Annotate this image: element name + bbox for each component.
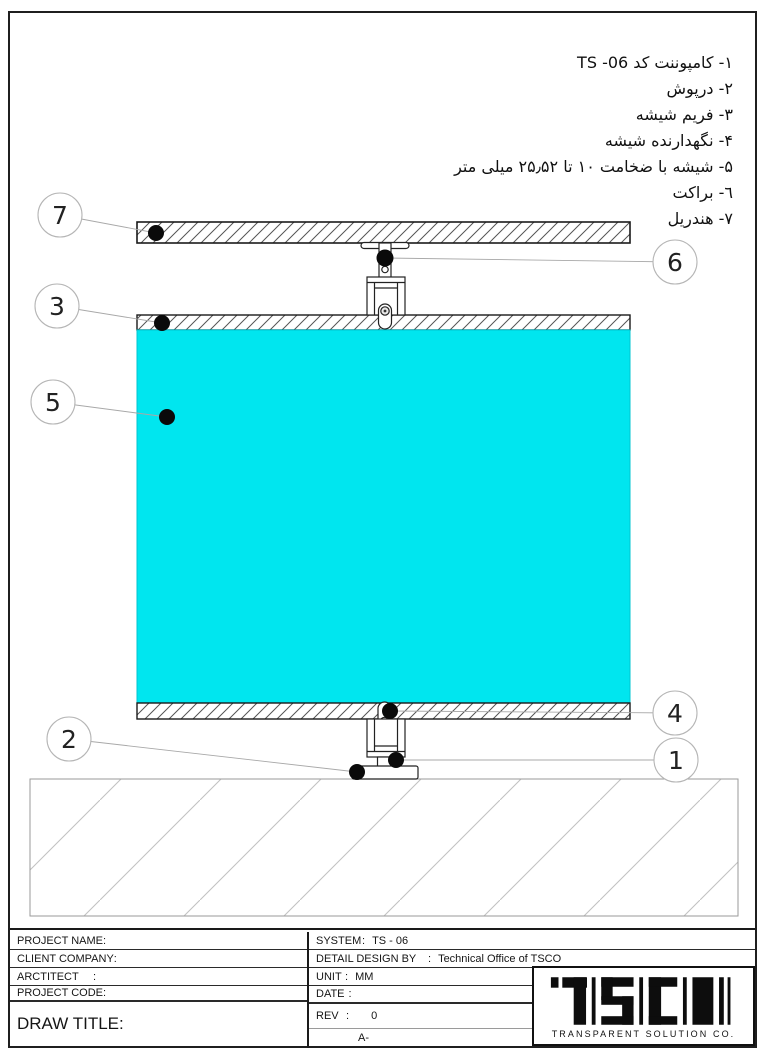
anchor-dot-4 <box>382 703 398 719</box>
client-company-row: CLIENT COMPANY : <box>10 950 307 968</box>
project-name-row: PROJECT NAME : <box>10 932 307 950</box>
unit-value: MM <box>355 970 374 983</box>
project-name-label: PROJECT NAME <box>17 934 103 947</box>
title-block <box>10 928 755 1046</box>
system-row: SYSTEM : TS - 06 <box>309 932 755 950</box>
note-line-3: ۳- فریم شیشه <box>635 105 733 124</box>
callout-number-3: 3 <box>49 292 65 321</box>
project-code-row: PROJECT CODE : <box>10 986 307 1002</box>
anchor-dot-7 <box>148 225 164 241</box>
detail-design-row: DETAIL DESIGN BY : Technical Office of TSCO <box>309 950 755 968</box>
callout-number-4: 4 <box>667 699 683 728</box>
concrete-slab <box>30 779 738 916</box>
callout-number-1: 1 <box>668 746 684 775</box>
rev-value: 0 <box>371 1010 378 1022</box>
glass-panel <box>137 330 630 703</box>
note-line-5: ۵- شیشه با ضخامت ۱۰ تا ۲۵٫۵۲ میلی متر <box>454 157 733 176</box>
callout-number-6: 6 <box>667 248 683 277</box>
leader-line-6 <box>385 258 675 262</box>
architect-row: ARCTITECT : <box>10 968 307 986</box>
leader-line-2 <box>69 739 357 772</box>
unit-row: UNIT : MM <box>309 968 532 986</box>
architect-label: ARCTITECT <box>17 970 79 983</box>
note-line-4: ۴- نگهدارنده شیشه <box>604 131 733 150</box>
detail-design-value: Technical Office of TSCO <box>438 952 562 965</box>
anchor-dot-2 <box>349 764 365 780</box>
client-company-label: CLIENT COMPANY <box>17 952 114 965</box>
callout-number-7: 7 <box>52 201 68 230</box>
tsco-logo-box <box>532 966 755 1046</box>
logo-subtitle: TRANSPARENT SOLUTION CO. <box>551 1029 736 1039</box>
draw-title-label: DRAW TITLE <box>17 1014 120 1033</box>
handrail-bar <box>137 222 630 243</box>
note-line-7: ۷- هندریل <box>667 209 733 228</box>
project-code-label: PROJECT CODE <box>17 987 103 999</box>
anchor-dot-3 <box>154 315 170 331</box>
callout-number-2: 2 <box>61 725 77 754</box>
anchor-dot-1 <box>388 752 404 768</box>
draw-title-row: DRAW TITLE : <box>17 1014 124 1033</box>
stem-pin <box>382 266 388 272</box>
title-block-left <box>10 932 309 1048</box>
anchor-dot-6 <box>377 250 394 267</box>
system-value: TS - 06 <box>372 934 409 947</box>
tsco-logo <box>549 975 739 1027</box>
date-row: DATE : <box>309 986 532 1004</box>
note-line-1: ۱- کامپوننت کد ‎TS -06‎ <box>577 53 733 72</box>
note-line-6: ٦- براکت <box>672 183 733 202</box>
callout-number-5: 5 <box>45 388 61 417</box>
tsco-logo-text <box>643 1043 644 1044</box>
sheet-size: A- <box>358 1031 369 1044</box>
rev-row: REV : 0 <box>309 1004 532 1029</box>
note-line-2: ۲- درپوش <box>666 79 733 98</box>
anchor-dot-5 <box>159 409 175 425</box>
sheet-row <box>309 1029 532 1046</box>
